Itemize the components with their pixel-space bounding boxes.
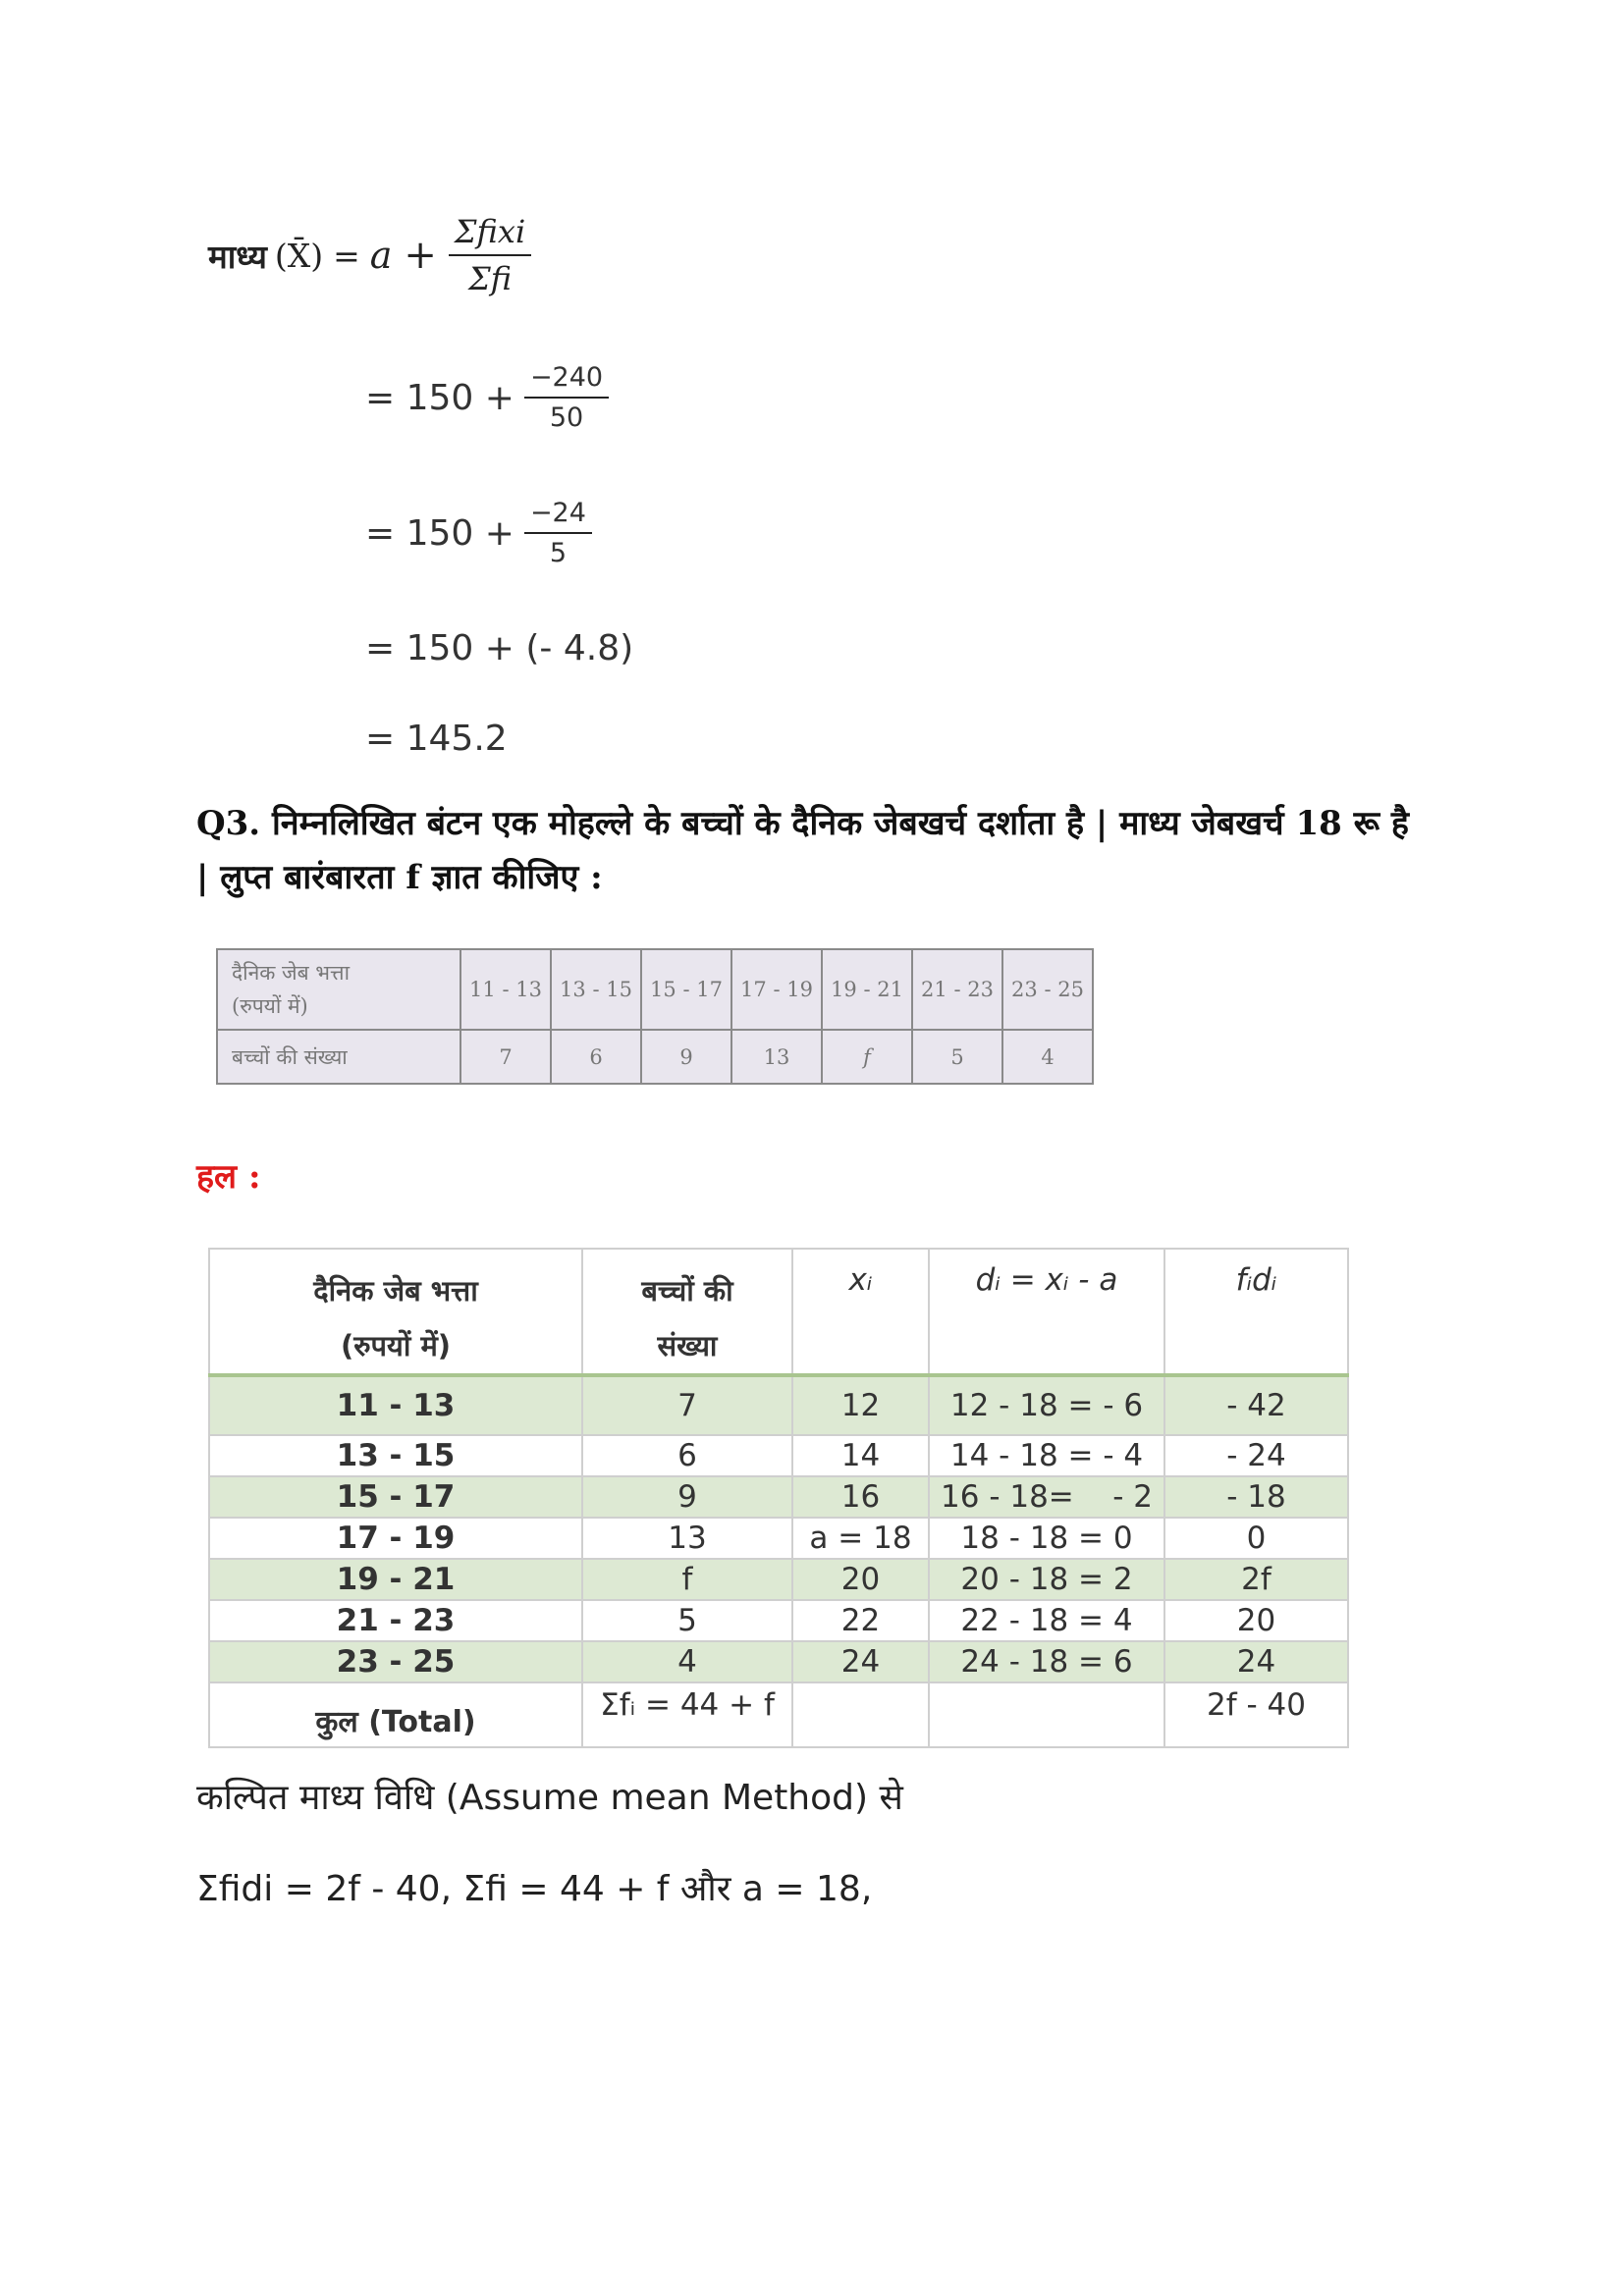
frequency-cell: 4: [582, 1641, 792, 1682]
sums-line: Σfidi = 2f - 40, Σfi = 44 + f और a = 18,: [196, 1869, 873, 1909]
given-class-cell: 15 - 17: [641, 949, 731, 1030]
sum-fidi-cell: 2f - 40: [1164, 1682, 1348, 1747]
di-cell: 14 - 18 = - 4: [929, 1435, 1164, 1476]
frequency-cell: 9: [582, 1476, 792, 1518]
solution-table-header: [209, 1249, 1348, 1375]
class-interval-cell: 15 - 17: [209, 1476, 582, 1518]
table-row: [209, 1518, 1348, 1559]
method-line: कल्पित माध्य विधि (Assume mean Method) से: [196, 1778, 903, 1818]
given-count-cell: 7: [460, 1030, 551, 1084]
di-cell: 16 - 18= - 2: [929, 1476, 1164, 1518]
assumed-mean-symbol: a: [369, 234, 393, 277]
empty-cell: [792, 1682, 929, 1747]
step-2-fraction: [524, 498, 592, 568]
calc-step-4: = 145.2: [365, 718, 508, 759]
given-class-cell: 17 - 19: [731, 949, 822, 1030]
fidi-cell: 20: [1164, 1600, 1348, 1641]
header-children-count: [582, 1249, 792, 1375]
di-cell: 22 - 18 = 4: [929, 1600, 1164, 1641]
step-2-numerator: −24: [524, 498, 592, 534]
given-count-cell: 5: [912, 1030, 1002, 1084]
fidi-cell: - 18: [1164, 1476, 1348, 1518]
given-count-cell: 9: [641, 1030, 731, 1084]
xi-cell: 16: [792, 1476, 929, 1518]
di-cell: 18 - 18 = 0: [929, 1518, 1164, 1559]
frequency-cell: 13: [582, 1518, 792, 1559]
given-header-line-1: दैनिक जेब भत्ता: [232, 961, 351, 985]
sum-frequency-cell: Σfᵢ = 44 + f: [582, 1682, 792, 1747]
xi-cell: a = 18: [792, 1518, 929, 1559]
x-bar-symbol: (X̄): [274, 236, 324, 275]
given-table-row-classes: [217, 949, 1093, 1030]
given-header-line-2: (रुपयों में): [232, 994, 308, 1018]
formula-numerator: Σfixi: [449, 213, 531, 256]
given-data-table: [216, 948, 1094, 1085]
formula-fraction: [449, 213, 531, 297]
equals-sign: =: [333, 236, 360, 275]
header-xi: xᵢ: [792, 1249, 929, 1375]
fidi-cell: 2f: [1164, 1559, 1348, 1600]
xi-cell: 20: [792, 1559, 929, 1600]
fidi-cell: - 24: [1164, 1435, 1348, 1476]
step-1-numerator: −240: [524, 362, 609, 399]
empty-cell: [929, 1682, 1164, 1747]
given-class-cell: 11 - 13: [460, 949, 551, 1030]
table-row: [209, 1641, 1348, 1682]
given-count-cell: 6: [551, 1030, 641, 1084]
frequency-cell: 7: [582, 1375, 792, 1435]
header-col2-line-2: संख्या: [657, 1329, 718, 1362]
class-interval-cell: 13 - 15: [209, 1435, 582, 1476]
di-cell: 20 - 18 = 2: [929, 1559, 1164, 1600]
frequency-cell: 6: [582, 1435, 792, 1476]
class-interval-cell: 21 - 23: [209, 1600, 582, 1641]
mean-formula: [208, 206, 531, 304]
given-table-row-label: बच्चों की संख्या: [217, 1030, 460, 1084]
xi-cell: 22: [792, 1600, 929, 1641]
xi-cell: 12: [792, 1375, 929, 1435]
table-row: [209, 1435, 1348, 1476]
header-col1-line-2: (रुपयों में): [340, 1329, 452, 1362]
step-2-denominator: 5: [549, 538, 568, 568]
calc-step-1: [365, 353, 609, 442]
header-col1-line-1: दैनिक जेब भत्ता: [313, 1274, 478, 1308]
header-daily-allowance: [209, 1249, 582, 1375]
class-interval-cell: 11 - 13: [209, 1375, 582, 1435]
class-interval-cell: 23 - 25: [209, 1641, 582, 1682]
formula-denominator: Σfi: [468, 260, 513, 297]
di-cell: 24 - 18 = 6: [929, 1641, 1164, 1682]
table-row: [209, 1375, 1348, 1435]
frequency-cell: 5: [582, 1600, 792, 1641]
class-interval-cell: 17 - 19: [209, 1518, 582, 1559]
given-table-header-label: [217, 949, 460, 1030]
given-count-cell: 4: [1002, 1030, 1093, 1084]
header-di: dᵢ = xᵢ - a: [929, 1249, 1164, 1375]
given-count-cell: 13: [731, 1030, 822, 1084]
fidi-cell: 0: [1164, 1518, 1348, 1559]
calc-step-3: = 150 + (- 4.8): [365, 627, 634, 668]
table-row: [209, 1600, 1348, 1641]
solution-table: [208, 1248, 1349, 1748]
given-class-cell: 13 - 15: [551, 949, 641, 1030]
given-class-cell: 21 - 23: [912, 949, 1002, 1030]
plus-sign: +: [404, 233, 437, 278]
di-cell: 12 - 18 = - 6: [929, 1375, 1164, 1435]
step-1-prefix: = 150 +: [365, 377, 514, 418]
fidi-cell: 24: [1164, 1641, 1348, 1682]
xi-cell: 14: [792, 1435, 929, 1476]
total-row: [209, 1682, 1348, 1747]
table-row: [209, 1476, 1348, 1518]
step-1-denominator: 50: [549, 402, 584, 433]
mean-label: माध्य: [208, 237, 267, 276]
given-class-cell: 19 - 21: [822, 949, 912, 1030]
given-class-cell: 23 - 25: [1002, 949, 1093, 1030]
given-count-cell: f: [822, 1030, 912, 1084]
solution-label: हल :: [196, 1157, 261, 1197]
step-1-fraction: [524, 362, 609, 433]
table-row: [209, 1559, 1348, 1600]
given-table-row-counts: [217, 1030, 1093, 1084]
xi-cell: 24: [792, 1641, 929, 1682]
step-2-prefix: = 150 +: [365, 512, 514, 554]
header-fidi: fᵢdᵢ: [1164, 1249, 1348, 1375]
question-q3: Q3. निम्नलिखित बंटन एक मोहल्ले के बच्चों के दैनिक जेबखर्च दर्शाता है | माध्य जेबखर्च 18 रू है | लुप्त बारंबारता f ज्ञात कीजिए :: [196, 804, 1409, 897]
header-col2-line-1: बच्चों की: [641, 1274, 733, 1308]
total-label-cell: कुल (Total): [209, 1682, 582, 1747]
fidi-cell: - 42: [1164, 1375, 1348, 1435]
frequency-cell: f: [582, 1559, 792, 1600]
class-interval-cell: 19 - 21: [209, 1559, 582, 1600]
calc-step-2: [365, 489, 592, 577]
